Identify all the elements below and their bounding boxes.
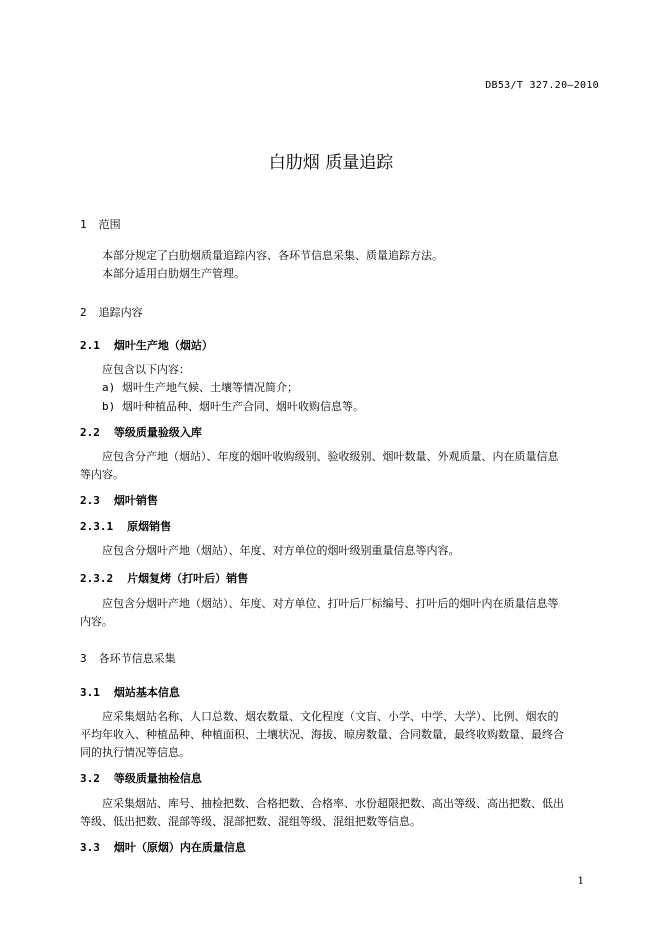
list-text: 烟叶种植品种、烟叶生产合同、烟叶收购信息等。 xyxy=(122,400,364,413)
section-number: 2.3.2 xyxy=(80,572,114,585)
section-title: 烟叶销售 xyxy=(113,494,158,507)
paragraph: 应采集烟站名称、人口总数、烟农数量、文化程度（文盲、小学、中学、大学）、比例、烟农的 xyxy=(102,710,559,723)
paragraph-continuation: 等内容。 xyxy=(80,468,124,481)
paragraph-continuation: 等级、低出把数、混部等级、混部把数、混组等级、混组把数等信息。 xyxy=(80,815,421,828)
section-title: 片烟复烤（打叶后）销售 xyxy=(127,572,249,585)
paragraph-continuation: 同的执行情况等信息。 xyxy=(80,746,190,759)
paragraph: 应包含分产地（烟站）、年度的烟叶收购级别、验收级别、烟叶数量、外观质量、内在质量信息 xyxy=(102,450,559,463)
section-title: 等级质量验级入库 xyxy=(113,426,202,439)
section-3-2-heading xyxy=(80,770,202,786)
list-text: 烟叶生产地气候、土壤等情况简介； xyxy=(122,381,298,394)
list-item xyxy=(102,398,364,414)
paragraph: 本部分适用白肋烟生产管理。 xyxy=(102,267,245,280)
section-number: 3 xyxy=(80,652,87,665)
section-2-1-heading xyxy=(80,337,213,353)
paragraph: 应包含分烟叶产地（烟站）、年度、对方单位的烟叶级别重量信息等内容。 xyxy=(102,544,460,557)
section-title: 各环节信息采集 xyxy=(98,652,176,665)
paragraph: 应包含以下内容： xyxy=(102,363,190,376)
section-title: 追踪内容 xyxy=(98,306,143,319)
page-number: 1 xyxy=(577,876,584,887)
section-title: 原烟销售 xyxy=(127,520,172,533)
section-number: 2 xyxy=(80,306,87,319)
paragraph: 应采集烟站、库号、抽检把数、合格把数、合格率、水份超限把数、高出等级、高出把数、低出 xyxy=(102,797,564,810)
section-2-heading xyxy=(80,304,143,320)
section-title: 烟叶生产地（烟站） xyxy=(113,339,213,352)
section-2-2-heading xyxy=(80,424,202,440)
section-number: 3.1 xyxy=(80,686,100,699)
section-title: 等级质量抽检信息 xyxy=(113,772,202,785)
section-3-heading xyxy=(80,650,176,666)
section-number: 2.2 xyxy=(80,426,100,439)
section-title: 烟站基本信息 xyxy=(113,686,180,699)
list-marker: b) xyxy=(102,400,116,413)
section-title: 范围 xyxy=(98,218,121,231)
section-number: 2.1 xyxy=(80,339,100,352)
section-number: 1 xyxy=(80,218,87,231)
section-number: 3.3 xyxy=(80,841,100,854)
section-2-3-heading xyxy=(80,492,158,508)
section-3-1-heading xyxy=(80,684,180,700)
paragraph-continuation: 内容。 xyxy=(80,615,113,628)
section-number: 2.3.1 xyxy=(80,520,114,533)
list-item xyxy=(102,379,298,395)
section-2-3-2-heading xyxy=(80,570,248,586)
list-marker: a) xyxy=(102,381,116,394)
section-3-3-heading xyxy=(80,839,246,855)
section-title: 烟叶（原烟）内在质量信息 xyxy=(113,841,246,854)
section-2-3-1-heading xyxy=(80,518,171,534)
section-number: 3.2 xyxy=(80,772,100,785)
document-title: 白肋烟 质量追踪 xyxy=(268,153,394,173)
paragraph: 应包含分烟叶产地（烟站）、年度、对方单位、打叶后厂标编号、打叶后的烟叶内在质量信息等 xyxy=(102,597,559,610)
section-number: 2.3 xyxy=(80,494,100,507)
section-1-heading xyxy=(80,216,121,232)
standard-code: DB53/T 327.20—2010 xyxy=(485,80,599,91)
paragraph: 本部分规定了白肋烟质量追踪内容、各环节信息采集、质量追踪方法。 xyxy=(102,249,443,262)
paragraph-continuation: 平均年收入、种植品种、种植面积、土壤状况、海拔、晾房数量、合同数量，最终收购数量、最终合 xyxy=(80,728,564,741)
